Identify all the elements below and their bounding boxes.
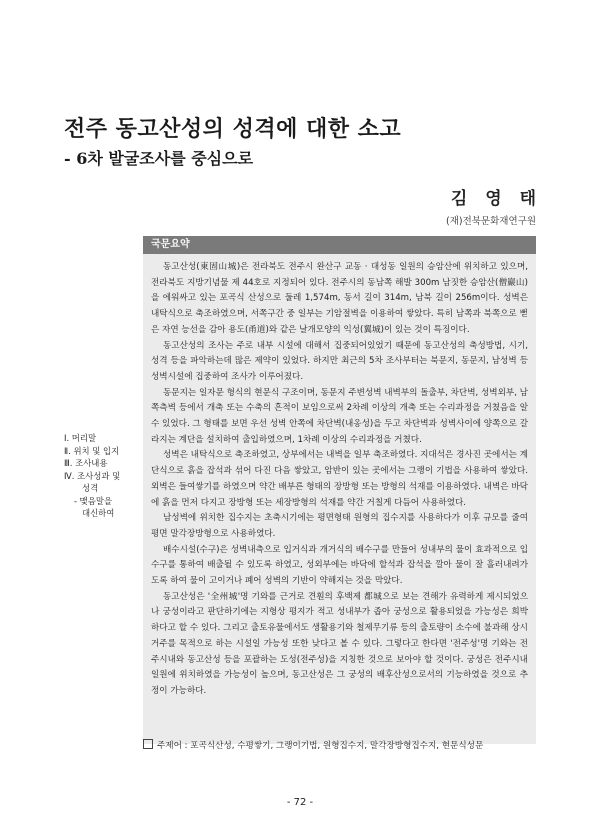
keywords-text: 포곡식산성, 수평쌓기, 그랭이기법, 원형집수지, 말각장방형집수지, 현문식성문	[190, 741, 484, 751]
toc-item: Ⅲ. 조사내용	[64, 458, 108, 468]
toc-item: Ⅳ. 조사성과 및	[64, 470, 121, 481]
toc-item: Ⅱ. 위치 및 입지	[64, 445, 120, 456]
abstract-paragraph: 배수시설(수구)은 성벽내측으로 입거식과 개거식의 배수구를 만들어 성내부의 물이 효과적으로 입수구를 통하여 배출될 수 있도록 하였고, 성외부에는 바닥에 할석과 잡석을 깔아 물이 잘 흘러내려가도록 하여 물이 고이거나 폐어 성벽의 기반이 약해지는 것을 막았다.	[151, 544, 528, 587]
abstract-paragraph: 동문지는 일자문 형식의 현문식 구조이며, 동문지 주변성벽 내벽부의 돌출부, 차단벽, 성벽외부, 남쪽측벽 등에서 개축 또는 수축의 흔적이 보임으로써 2차례 이상의 개축 또는 수리과정을 거쳤음을 알 수 있었다. 그 형태를 보면 우선 성벽 안쪽에 차단벽(내옹성)을 두고 차단벽과 성벽사이에 양쪽으로 갈라지는 계단을 설치하여 출입하였으며, 1차례 이상의 수리과정을 거쳤다.	[151, 387, 529, 445]
abstract-paragraph: 동고산성은 '全州城'명 기와를 근거로 견훤의 후백제 都城으로 보는 견해가 유력하게 제시되었으나 궁성이라고 판단하기에는 지형상 평지가 적고 성내부가 좁아 궁성으로 활용되었을 가능성은 희박하다고 할 수 있다. 그리고 출토유물에서도 생활용기와 철제무기류 등의 출토량이 소수에 불과해 상시 거주를 목적으로 하는 시설일 가능성 또한 낮다고 볼 수 있다. 그렇다고 한다면 '전주성'명 기와는 전주시내와 동고산성 등을 포괄하는 도성(전주성)을 지칭한 것으로 보아야 할 것이다. 궁성은 전주시내 일원에 위치하였을 가능성이 높으며, 동고산성은 그 궁성의 배후산성으로서의 기능하였을 것으로 추정이 가능하다.	[151, 591, 528, 696]
abstract-box	[143, 236, 536, 744]
article-title: 전주 동고산성의 성격에 대한 소고	[64, 116, 402, 142]
table-of-contents	[64, 432, 140, 520]
toc-item: - 맺음말을	[74, 495, 113, 506]
checkbox-square-icon	[143, 739, 153, 749]
abstract-paragraph: 동고산성(東固山城)은 전라북도 전주시 완산구 교동 · 대성동 일원의 승암산에 위치하고 있으며, 전라북도 지방기념물 제 44호로 지정되어 있다. 전주시의 동남쪽 해발 300m 남짓한 승암산(僧巖山)을 에워싸고 있는 포곡식 산성으로 둘레 1,574m, 동서 길이 314m, 남북 길이 256m이다. 성벽은 내탁식으로 축조하였으며, 서쪽구간 중 일부는 기암절벽을 이용하여 쌓았다. 특히 남쪽과 북쪽으로 뻗은 자연 능선을 감아 용도(甬道)와 같은 날개모양의 익성(翼城)이 있는 것이 특징이다.	[151, 262, 528, 335]
abstract-body	[143, 254, 536, 744]
author-name: 김 영 태	[450, 189, 542, 209]
author-affiliation: (재)전북문화재연구원	[445, 216, 536, 227]
abstract-header: 국문요약	[143, 236, 536, 254]
abstract-paragraph: 남성벽에 위치한 집수지는 초축시기에는 평면형태 원형의 집수지를 사용하다가 이후 규모를 줄여 평면 말각장방형으로 사용하였다.	[151, 513, 528, 539]
author-block	[445, 184, 542, 227]
article-subtitle: - 6차 발굴조사를 중심으로	[64, 149, 254, 168]
abstract-paragraph: 동고산성의 조사는 주로 내부 시설에 대해서 집중되어있었기 때문에 동고산성의 축성방법, 시기, 성격 등을 파악하는데 많은 제약이 있었다. 하지만 최근의 5차 조사부터는 북문지, 동문지, 남성벽 등 성벽시설에 집중하여 조사가 이루어졌다.	[151, 340, 528, 382]
abstract-paragraph: 성벽은 내탁식으로 축조하였고, 상부에서는 내벽을 일부 축조하였다. 지대석은 경사진 곳에서는 계단식으로 흙을 잡석과 섞어 다진 다음 쌓았고, 암반이 있는 곳에서는 그랭이 기법을 사용하여 쌓았다. 외벽은 들여쌓기를 하였으며 약간 배부른 형태의 장방형 또는 방형의 석재를 이용하였다. 내벽은 바닥에 흙을 먼저 다지고 장방형 또는 세장방형의 석재를 약간 거칠게 다듬어 사용하였다.	[151, 450, 528, 508]
toc-item: Ⅰ. 머리말	[64, 433, 97, 443]
toc-item: 대신하여	[82, 508, 115, 518]
page-number: - 72 -	[286, 797, 314, 808]
toc-item: 성격	[82, 483, 99, 493]
keywords-line	[143, 739, 536, 751]
keywords-label: 주제어 :	[157, 741, 188, 751]
